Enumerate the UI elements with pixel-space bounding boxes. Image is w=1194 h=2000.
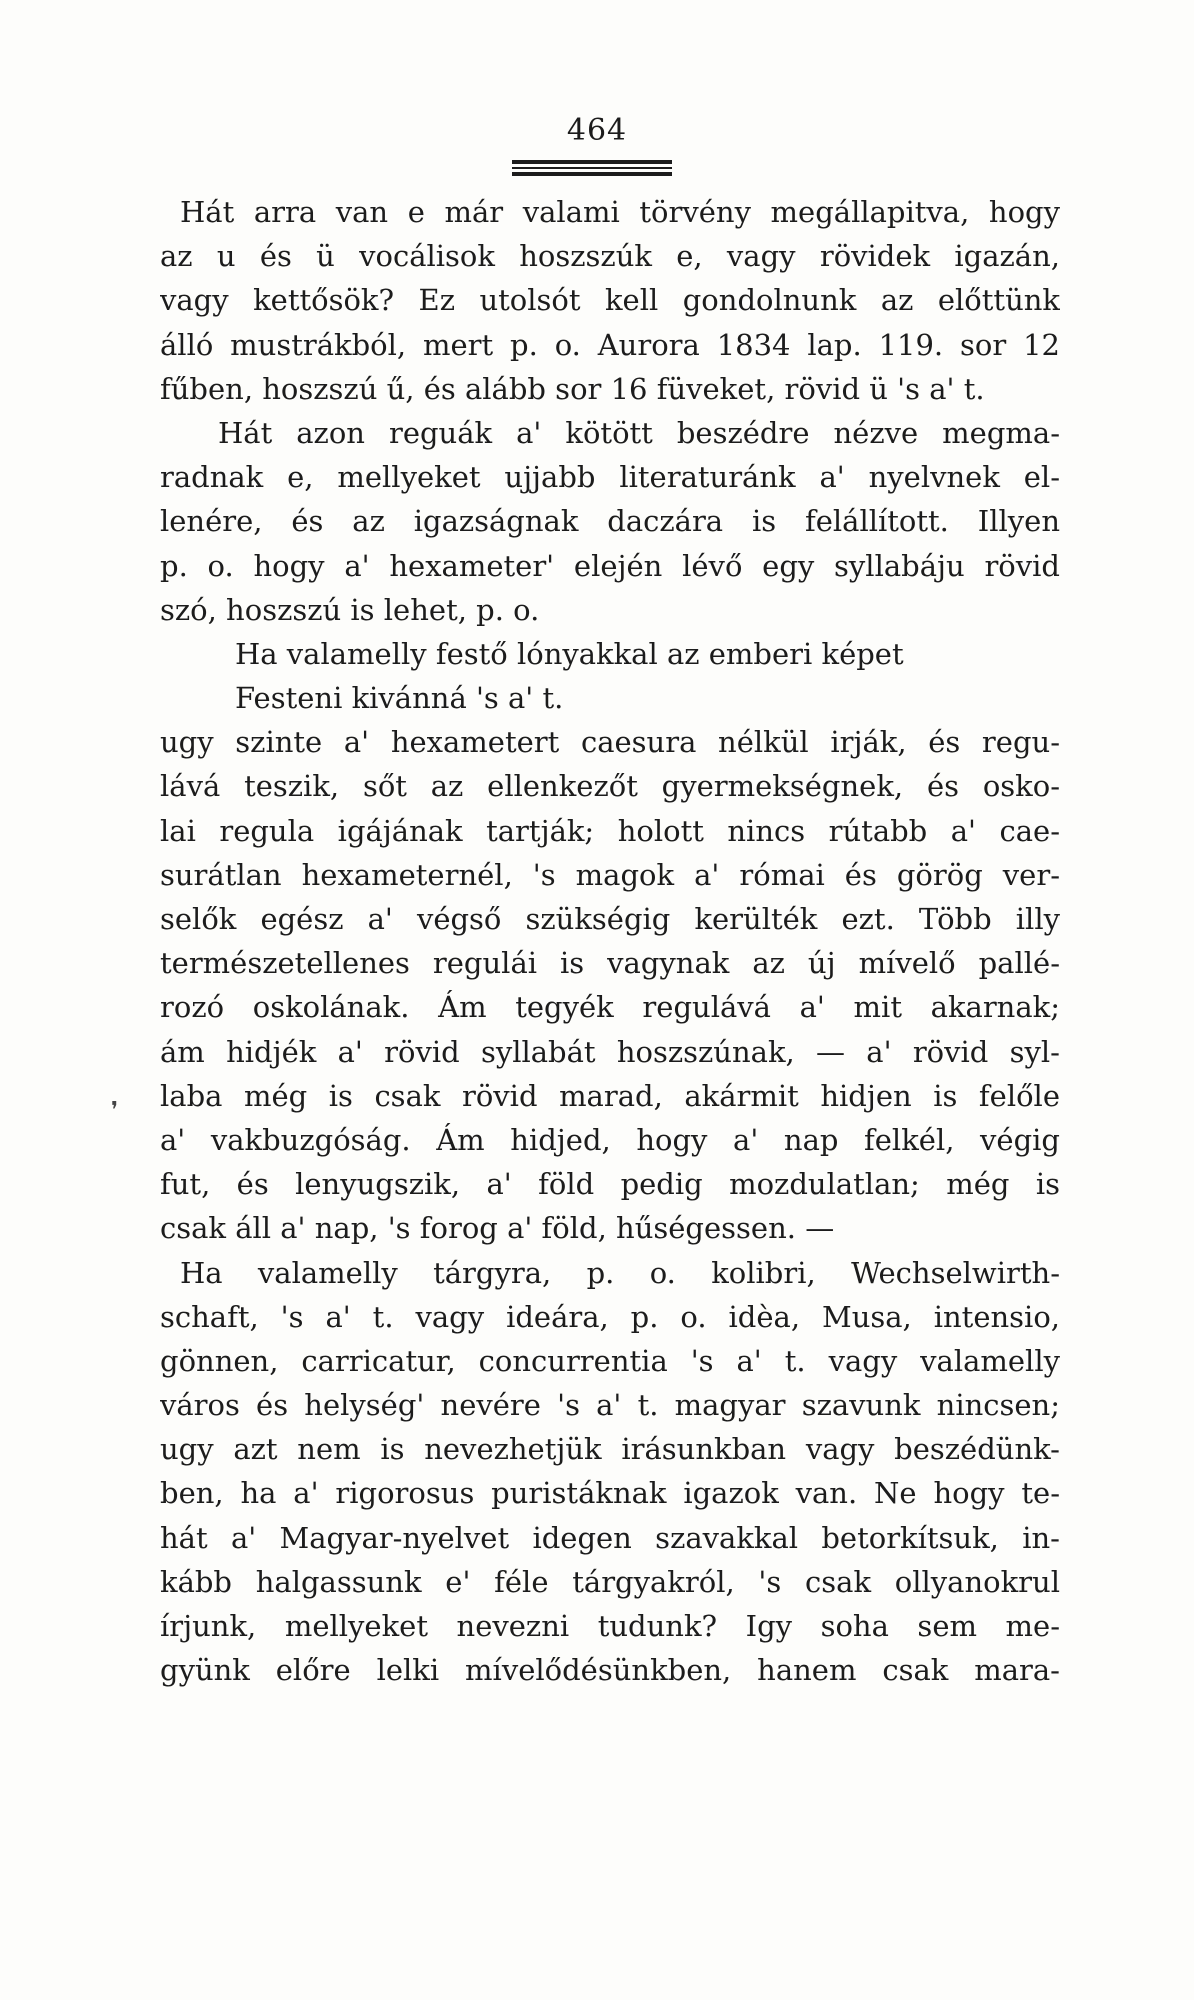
text-line: p. o. hogy a' hexameter' elején lévő egy syllabáju rövid	[160, 548, 1060, 583]
text-line: álló mustrákból, mert p. o. Aurora 1834 lap. 119. sor 12	[160, 327, 1060, 362]
text-line: ám hidjék a' rövid syllabát hoszszúnak, — a' rövid syl-	[160, 1034, 1060, 1069]
text-line: szó, hoszszú is lehet, p. o.	[160, 592, 540, 627]
text-line: selők egész a' végső szükségig kerülték ezt. Több illy	[160, 902, 1060, 936]
body-text	[160, 190, 1060, 1692]
text-line: gyünk előre lelki mívelődésünkben, hanem csak mara-	[160, 1653, 1060, 1688]
text-line: a' vakbuzgóság. Ám hidjed, hogy a' nap felkél, végig	[160, 1122, 1060, 1157]
text-line: Ha valamelly tárgyra, p. o. kolibri, Wechselwirth-	[180, 1255, 1060, 1290]
text-line: gönnen, carricatur, concurrentia 's a' t. vagy valamelly	[160, 1343, 1060, 1378]
page-number: 464	[566, 113, 628, 148]
text-line: lává teszik, sőt az ellenkezőt gyermekségnek, és osko-	[160, 769, 1060, 804]
text-line: város és helység' nevére 's a' t. magyar szavunk nincsen;	[160, 1388, 1060, 1423]
text-line: schaft, 's a' t. vagy ideára, p. o. idèa, Musa, intensio,	[160, 1299, 1060, 1334]
text-line: lenére, és az igazságnak daczára is felállított. Illyen	[160, 504, 1060, 539]
text-line: írjunk, mellyeket nevezni tudunk? Igy soha sem me-	[160, 1609, 1060, 1643]
header-rule	[512, 160, 672, 164]
text-line: ben, ha a' rigorosus puristáknak igazok van. Ne hogy te-	[160, 1476, 1060, 1511]
text-line: vagy kettősök? Ez utolsót kell gondolnunk az előttünk	[160, 283, 1060, 318]
verse-line: Festeni kivánná 's a' t.	[235, 681, 564, 716]
text-line: Hát azon reguák a' kötött beszédre nézve megma-	[218, 415, 1060, 450]
text-line: lai regula igájának tartják; holott nincs rútabb a' cae-	[160, 813, 1060, 848]
text-line: hát a' Magyar-nyelvet idegen szavakkal betorkítsuk, in-	[160, 1520, 1060, 1555]
text-line: rozó oskolának. Ám tegyék regulává a' mit akarnak;	[160, 990, 1060, 1025]
header-rule	[512, 167, 672, 169]
header-rule	[512, 172, 672, 176]
text-line: Hát arra van e már valami törvény megállapitva, hogy	[180, 195, 1060, 229]
text-line: laba még is csak rövid marad, akármit hidjen is felőle	[160, 1078, 1060, 1113]
text-line: fut, és lenyugszik, a' föld pedig mozdulatlan; még is	[160, 1167, 1060, 1202]
text-line: természetellenes regulái is vagynak az új mívelő pallé-	[160, 946, 1060, 981]
verse-line: Ha valamelly festő lónyakkal az emberi képet	[235, 636, 904, 671]
text-line: csak áll a' nap, 's forog a' föld, hűségessen. —	[160, 1211, 835, 1246]
text-line: fűben, hoszszú ű, és alább sor 16 füveket, rövid ü 's a' t.	[160, 371, 985, 406]
text-line: kább halgassunk e' féle tárgyakról, 's csak ollyanokrul	[160, 1564, 1060, 1599]
text-line: surátlan hexameternél, 's magok a' római és görög ver-	[160, 857, 1060, 892]
text-line: ugy azt nem is nevezhetjük irásunkban vagy beszédünk-	[160, 1432, 1060, 1467]
text-line: ugy szinte a' hexametert caesura nélkül irják, és regu-	[160, 725, 1060, 760]
text-line: radnak e, mellyeket ujjabb literaturánk a' nyelvnek el-	[160, 460, 1060, 495]
margin-mark: ❜	[111, 1098, 119, 1123]
text-line: az u és ü vocálisok hoszszúk e, vagy rövidek igazán,	[160, 239, 1060, 274]
